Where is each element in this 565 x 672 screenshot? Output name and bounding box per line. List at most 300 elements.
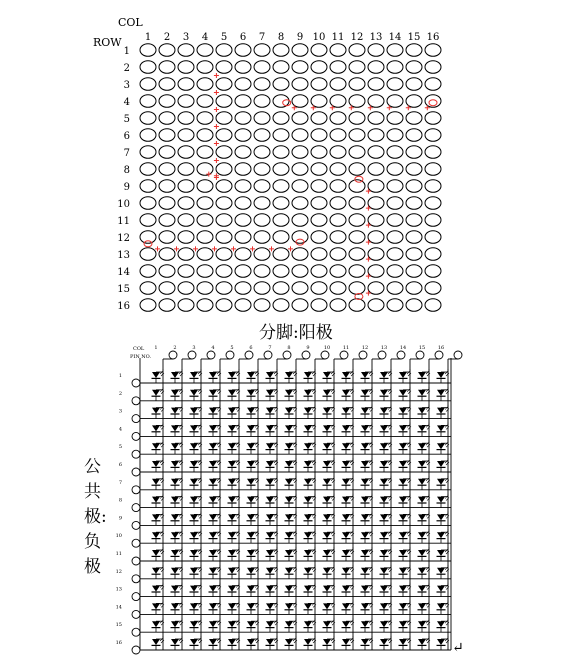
- led-circle: [159, 78, 175, 91]
- column-pin: [264, 351, 272, 359]
- led-diode-symbol: [342, 529, 355, 543]
- led-diode-symbol: [418, 583, 431, 597]
- led-diode-symbol: [304, 494, 317, 508]
- led-diode-symbol: [228, 583, 241, 597]
- led-diode-symbol: [304, 618, 317, 632]
- led-circle: [197, 112, 213, 125]
- led-diode-symbol: [152, 405, 165, 419]
- led-circle: [197, 78, 213, 91]
- led-diode-symbol: [285, 565, 298, 579]
- led-circle: [197, 180, 213, 193]
- led-diode-symbol: [171, 636, 184, 650]
- column-number: 3: [192, 345, 196, 351]
- column-number: 7: [268, 345, 272, 351]
- led-diode-symbol: [342, 440, 355, 454]
- column-pin: [340, 351, 348, 359]
- led-circle: [349, 231, 365, 244]
- led-diode-symbol: [380, 440, 393, 454]
- led-circle: [273, 163, 289, 176]
- led-diode-symbol: [437, 547, 450, 561]
- column-number: 11: [342, 345, 350, 351]
- column-number: 1: [154, 345, 158, 351]
- led-diode-symbol: [247, 422, 260, 436]
- led-circle: [406, 265, 422, 278]
- row-pin: [132, 593, 140, 601]
- led-diode-symbol: [266, 547, 279, 561]
- led-circle: [368, 44, 384, 57]
- led-diode-symbol: [152, 511, 165, 525]
- led-circle: [216, 163, 232, 176]
- led-circle: [311, 112, 327, 125]
- col-header: COL: [133, 346, 145, 352]
- led-diode-symbol: [152, 369, 165, 383]
- led-circle: [273, 112, 289, 125]
- col-header: COL: [118, 16, 143, 29]
- row-number: 15: [115, 622, 122, 629]
- row-pin: [132, 575, 140, 583]
- led-diode-symbol: [380, 422, 393, 436]
- column-number: 15: [418, 345, 426, 351]
- led-circle: [178, 248, 194, 261]
- led-diode-symbol: [247, 529, 260, 543]
- led-diode-symbol: [437, 405, 450, 419]
- led-circle: [311, 248, 327, 261]
- cathode-char-4: 负: [84, 532, 101, 552]
- led-diode-symbol: [418, 636, 431, 650]
- column-number: 6: [249, 345, 253, 351]
- led-circle: [216, 197, 232, 210]
- led-circle: [159, 95, 175, 108]
- led-diode-symbol: [418, 387, 431, 401]
- row-pin: [132, 539, 140, 547]
- led-diode-symbol: [285, 405, 298, 419]
- led-circle: [387, 78, 403, 91]
- led-diode-symbol: [285, 422, 298, 436]
- led-diode-symbol: [228, 529, 241, 543]
- led-circle: [216, 95, 232, 108]
- led-circle: [254, 78, 270, 91]
- led-circle: [330, 231, 346, 244]
- led-diode-symbol: [152, 440, 165, 454]
- led-circle: [425, 44, 441, 57]
- led-circle: [273, 231, 289, 244]
- led-diode-symbol: [418, 458, 431, 472]
- led-diode-symbol: [171, 600, 184, 614]
- led-circle: [140, 146, 156, 159]
- led-circle: [311, 78, 327, 91]
- plus-marker: [212, 246, 217, 251]
- led-circle: [159, 214, 175, 227]
- led-diode-symbol: [304, 440, 317, 454]
- column-pin: [378, 351, 386, 359]
- led-circle: [216, 112, 232, 125]
- led-circle: [159, 180, 175, 193]
- led-circle: [254, 44, 270, 57]
- led-diode-symbol: [437, 476, 450, 490]
- led-diode-symbol: [437, 494, 450, 508]
- led-diode-symbol: [228, 405, 241, 419]
- led-circle: [197, 95, 213, 108]
- led-diode-symbol: [285, 618, 298, 632]
- column-pin: [207, 351, 215, 359]
- column-number: 3: [182, 32, 190, 43]
- led-diode-symbol: [209, 440, 222, 454]
- led-circle: [387, 112, 403, 125]
- led-circle: [425, 163, 441, 176]
- led-circle: [254, 61, 270, 74]
- led-circle: [159, 248, 175, 261]
- led-circle: [159, 163, 175, 176]
- led-circle: [349, 197, 365, 210]
- led-diode-symbol: [247, 369, 260, 383]
- led-diode-symbol: [361, 405, 374, 419]
- led-circle: [330, 299, 346, 312]
- led-diode-symbol: [190, 547, 203, 561]
- led-circle: [368, 248, 384, 261]
- led-diode-symbol: [266, 600, 279, 614]
- led-circle: [235, 197, 251, 210]
- led-diode-symbol: [285, 440, 298, 454]
- led-diode-symbol: [152, 600, 165, 614]
- led-diode-symbol: [323, 387, 336, 401]
- led-diode-symbol: [361, 511, 374, 525]
- led-diode-symbol: [399, 476, 412, 490]
- led-diode-symbol: [228, 618, 241, 632]
- column-number: 10: [312, 32, 326, 43]
- led-circle: [254, 163, 270, 176]
- led-circle: [178, 197, 194, 210]
- led-diode-symbol: [399, 529, 412, 543]
- led-circle: [159, 146, 175, 159]
- led-diode-symbol: [323, 618, 336, 632]
- led-diode-symbol: [266, 494, 279, 508]
- led-circle: [216, 299, 232, 312]
- led-diode-symbol: [247, 387, 260, 401]
- led-circle: [387, 61, 403, 74]
- led-circle: [235, 265, 251, 278]
- led-diode-symbol: [266, 636, 279, 650]
- led-circle: [425, 265, 441, 278]
- led-diode-symbol: [361, 547, 374, 561]
- led-diode-symbol: [380, 387, 393, 401]
- row-number: 9: [118, 515, 122, 522]
- led-circle: [425, 129, 441, 142]
- led-circle: [273, 299, 289, 312]
- led-diode-symbol: [285, 529, 298, 543]
- led-circle: [197, 146, 213, 159]
- led-diode-symbol: [171, 387, 184, 401]
- led-diode-symbol: [380, 600, 393, 614]
- led-diode-symbol: [171, 511, 184, 525]
- led-diode-symbol: [266, 529, 279, 543]
- led-circle: [292, 180, 308, 193]
- led-diode-symbol: [209, 565, 222, 579]
- plus-marker: [214, 124, 219, 129]
- led-diode-symbol: [323, 547, 336, 561]
- led-circle: [197, 282, 213, 295]
- led-diode-symbol: [437, 583, 450, 597]
- led-diode-symbol: [228, 547, 241, 561]
- led-circle: [235, 146, 251, 159]
- led-circle: [311, 299, 327, 312]
- row-pin: [132, 557, 140, 565]
- led-diode-symbol: [171, 494, 184, 508]
- led-circle: [273, 180, 289, 193]
- led-diode-symbol: [247, 476, 260, 490]
- column-number: 15: [407, 32, 421, 43]
- led-diode-symbol: [342, 565, 355, 579]
- led-circle: [140, 248, 156, 261]
- led-diode-symbol: [228, 369, 241, 383]
- led-diode-symbol: [228, 565, 241, 579]
- led-diode-symbol: [380, 369, 393, 383]
- column-pin: [397, 351, 405, 359]
- led-circle: [406, 129, 422, 142]
- led-circle: [235, 231, 251, 244]
- led-diode-symbol: [342, 405, 355, 419]
- row-number: 4: [123, 97, 130, 108]
- led-circle: [292, 265, 308, 278]
- column-number: 9: [296, 32, 304, 43]
- row-pin: [132, 504, 140, 512]
- led-circle: [406, 180, 422, 193]
- led-diode-symbol: [342, 458, 355, 472]
- led-diode-symbol: [399, 583, 412, 597]
- led-circle: [254, 248, 270, 261]
- row-number: 5: [123, 114, 130, 125]
- led-diode-symbol: [304, 422, 317, 436]
- led-circle: [387, 265, 403, 278]
- led-circle: [330, 214, 346, 227]
- led-diode-symbol: [285, 494, 298, 508]
- row-number: 11: [115, 551, 122, 557]
- led-diode-symbol: [418, 565, 431, 579]
- column-number: 13: [369, 32, 383, 43]
- led-circle: [368, 146, 384, 159]
- row-pin: [132, 432, 140, 440]
- led-circle: [254, 129, 270, 142]
- row-number: 10: [115, 533, 122, 540]
- row-number: 15: [117, 284, 130, 295]
- plus-marker: [193, 246, 198, 251]
- led-diode-symbol: [323, 476, 336, 490]
- led-circle: [254, 231, 270, 244]
- led-circle: [387, 197, 403, 210]
- led-circle: [406, 299, 422, 312]
- led-circle: [292, 44, 308, 57]
- led-diode-symbol: [342, 387, 355, 401]
- column-pin: [321, 351, 329, 359]
- led-diode-symbol: [418, 547, 431, 561]
- led-circle: [292, 146, 308, 159]
- led-circle: [349, 44, 365, 57]
- led-diode-symbol: [266, 405, 279, 419]
- led-circle: [273, 248, 289, 261]
- led-circle: [140, 180, 156, 193]
- led-circle: [216, 146, 232, 159]
- column-pin: [454, 351, 462, 359]
- led-diode-symbol: [304, 387, 317, 401]
- led-circle: [368, 129, 384, 142]
- led-diode-symbol: [342, 636, 355, 650]
- row-pin: [132, 468, 140, 476]
- led-circle: [140, 231, 156, 244]
- led-diode-symbol: [361, 458, 374, 472]
- led-diode-symbol: [418, 369, 431, 383]
- led-circle: [311, 282, 327, 295]
- led-diode-symbol: [228, 440, 241, 454]
- led-diode-symbol: [266, 476, 279, 490]
- led-circle: [425, 112, 441, 125]
- led-diode-symbol: [418, 476, 431, 490]
- row-number: 7: [118, 479, 122, 486]
- led-diode-symbol: [285, 636, 298, 650]
- column-number: 16: [426, 32, 440, 43]
- led-circle: [406, 61, 422, 74]
- led-circle: [292, 112, 308, 125]
- led-circle: [406, 282, 422, 295]
- led-circle: [292, 78, 308, 91]
- led-circle: [349, 146, 365, 159]
- led-diode-symbol: [304, 565, 317, 579]
- led-circle: [406, 197, 422, 210]
- led-diode-symbol: [361, 440, 374, 454]
- led-circle: [311, 214, 327, 227]
- led-diode-symbol: [399, 618, 412, 632]
- led-diode-symbol: [361, 600, 374, 614]
- led-circle: [159, 282, 175, 295]
- led-diode-symbol: [209, 476, 222, 490]
- led-diode-symbol: [171, 476, 184, 490]
- led-circle: [349, 248, 365, 261]
- led-diode-symbol: [323, 529, 336, 543]
- led-diode-symbol: [190, 494, 203, 508]
- led-circle: [178, 146, 194, 159]
- led-diode-symbol: [228, 476, 241, 490]
- led-diode-symbol: [171, 565, 184, 579]
- led-circle: [254, 282, 270, 295]
- led-diode-symbol: [323, 565, 336, 579]
- led-circle: [311, 129, 327, 142]
- led-circle: [254, 146, 270, 159]
- led-diode-symbol: [209, 494, 222, 508]
- column-number: 9: [306, 345, 310, 351]
- led-diode-symbol: [228, 600, 241, 614]
- led-diode-symbol: [152, 387, 165, 401]
- led-circle: [254, 112, 270, 125]
- led-circle: [216, 231, 232, 244]
- led-diode-symbol: [304, 476, 317, 490]
- row-pin: [132, 379, 140, 387]
- led-circle: [387, 146, 403, 159]
- led-circle: [159, 61, 175, 74]
- led-diode-symbol: [266, 565, 279, 579]
- led-diode-symbol: [152, 565, 165, 579]
- led-circle: [311, 44, 327, 57]
- led-circle: [387, 282, 403, 295]
- led-diode-symbol: [209, 369, 222, 383]
- led-diode-symbol: [190, 405, 203, 419]
- led-diode-symbol: [418, 618, 431, 632]
- led-circle: [349, 129, 365, 142]
- cathode-char-1: 公: [84, 457, 101, 477]
- led-diode-symbol: [304, 547, 317, 561]
- bottom-schematic: [116, 345, 462, 654]
- led-circle: [368, 78, 384, 91]
- led-diode-symbol: [152, 618, 165, 632]
- led-circle: [368, 265, 384, 278]
- led-diode-symbol: [380, 565, 393, 579]
- led-circle: [311, 231, 327, 244]
- row-number: 10: [117, 199, 130, 210]
- led-circle: [216, 265, 232, 278]
- led-diode-symbol: [304, 600, 317, 614]
- row-pin: [132, 628, 140, 636]
- led-circle: [273, 197, 289, 210]
- led-circle: [387, 129, 403, 142]
- led-diode-symbol: [418, 440, 431, 454]
- column-pin: [435, 351, 443, 359]
- row-number: 3: [118, 408, 122, 415]
- led-diode-symbol: [228, 387, 241, 401]
- column-number: 10: [323, 345, 331, 351]
- led-circle: [254, 197, 270, 210]
- led-circle: [235, 129, 251, 142]
- column-number: 14: [399, 345, 407, 351]
- row-number: 2: [123, 63, 130, 74]
- led-circle: [349, 299, 365, 312]
- cathode-caption: [84, 457, 107, 577]
- led-diode-symbol: [361, 494, 374, 508]
- led-circle: [216, 180, 232, 193]
- led-diode-symbol: [380, 547, 393, 561]
- led-diode-symbol: [399, 405, 412, 419]
- led-circle: [235, 78, 251, 91]
- led-circle: [254, 265, 270, 278]
- column-number: 4: [201, 32, 209, 43]
- row-number: 6: [118, 462, 122, 468]
- led-circle: [425, 231, 441, 244]
- led-circle: [159, 231, 175, 244]
- column-number: 8: [287, 345, 291, 351]
- row-header: ROW: [93, 36, 122, 49]
- led-diode-symbol: [228, 458, 241, 472]
- led-diode-symbol: [285, 458, 298, 472]
- row-number: 8: [123, 165, 130, 176]
- led-diode-symbol: [380, 529, 393, 543]
- row-number: 3: [123, 80, 130, 91]
- plus-marker: [250, 246, 255, 251]
- led-diode-symbol: [418, 600, 431, 614]
- led-circle: [178, 180, 194, 193]
- led-circle: [273, 61, 289, 74]
- led-circle: [216, 44, 232, 57]
- led-diode-symbol: [437, 422, 450, 436]
- led-circle: [368, 299, 384, 312]
- led-circle: [178, 163, 194, 176]
- led-diode-symbol: [323, 458, 336, 472]
- led-circle: [349, 163, 365, 176]
- column-number: 11: [331, 32, 345, 43]
- column-number: 13: [380, 345, 388, 351]
- led-diode-symbol: [437, 600, 450, 614]
- led-circle: [235, 61, 251, 74]
- led-diode-symbol: [152, 636, 165, 650]
- led-circle: [406, 112, 422, 125]
- row-pin: [132, 521, 140, 529]
- led-circle: [273, 214, 289, 227]
- led-circle: [425, 180, 441, 193]
